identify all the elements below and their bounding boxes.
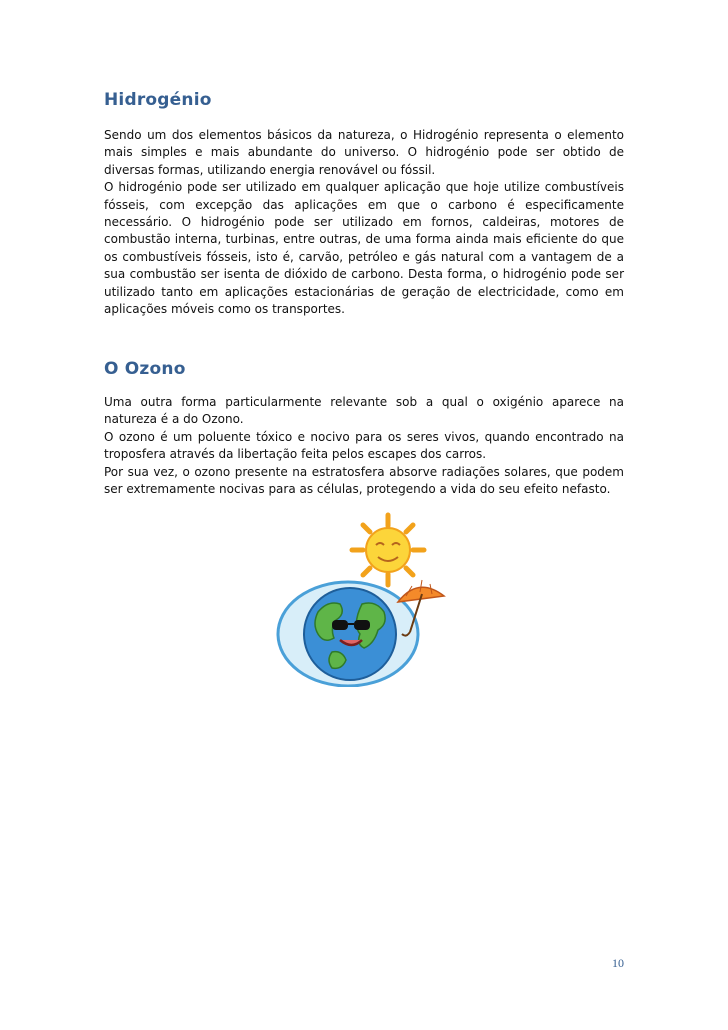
paragraph: O hidrogénio pode ser utilizado em qualquer aplicação que hoje utilize combustíveis fósseis, com excepção das aplicações em que o carbono é especificamente necessário. O hidrogénio pode ser utilizado em fornos, caldeiras, motores de combustão interna, turbinas, entre outras, de uma forma ainda mais eficiente do que os combustíveis fósseis, isto é, carvão, petróleo e gás natural com a vantagem de a sua combustão ser isenta de dióxido de carbono. Desta forma, o hidrogénio pode ser utilizado tanto em aplicações estacionárias de geração de electricidade, como em aplicações móveis como os transportes. (104, 180, 624, 317)
section-body-hidrogenio (104, 127, 624, 318)
section-title-hidrogenio: Hidrogénio (104, 90, 212, 110)
paragraph: Sendo um dos elementos básicos da natureza, o Hidrogénio representa o elemento mais simples e mais abundante do universo. O hidrogénio pode ser obtido de diversas formas, utilizando energia renovável ou fóssil. (104, 128, 624, 177)
paragraph: O ozono é um poluente tóxico e nocivo para os seres vivos, quando encontrado na troposfera através da libertação feita pelos escapes dos carros. (104, 429, 624, 462)
section-title-ozono: O Ozono (104, 359, 186, 379)
section-body-ozono (104, 394, 624, 498)
earth-with-sun-and-umbrella-icon (270, 512, 460, 687)
sun-icon (352, 515, 424, 585)
paragraph: Uma outra forma particularmente relevante sob a qual o oxigénio aparece na natureza é a do Ozono. (104, 395, 624, 427)
paragraph: Por sua vez, o ozono presente na estratosfera absorve radiações solares, que podem ser extremamente nocivas para as células, protegendo a vida do seu efeito nefasto. (104, 464, 624, 497)
page-number: 10 (612, 956, 624, 970)
